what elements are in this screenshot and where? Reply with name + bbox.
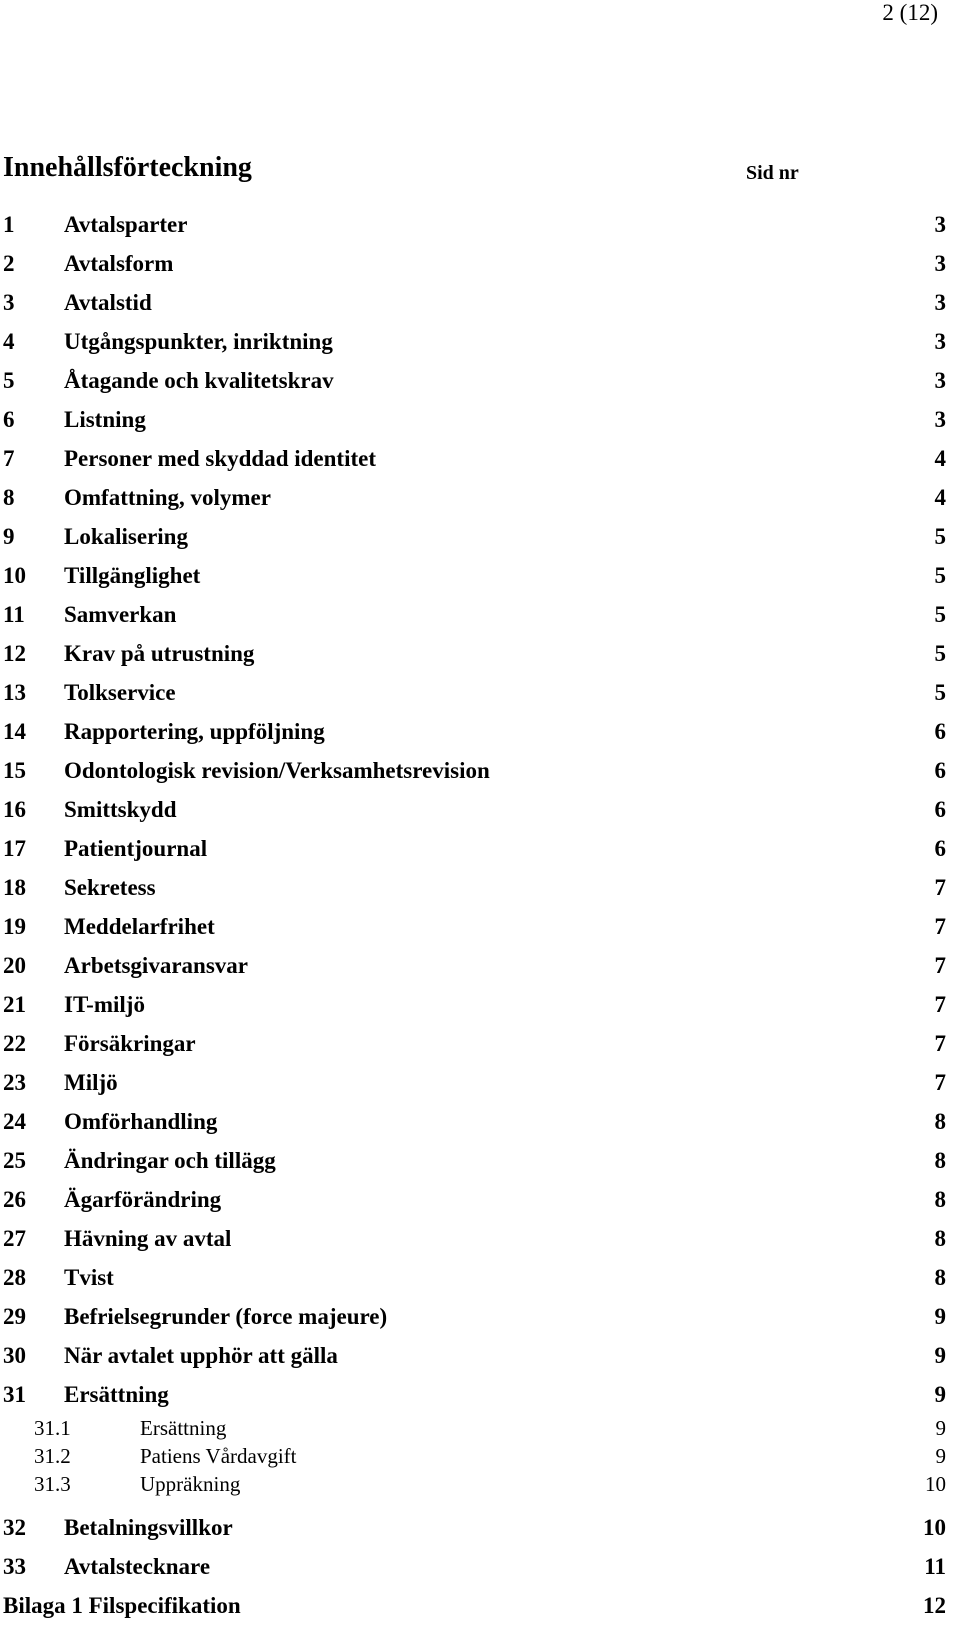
toc-entry — [0, 1297, 960, 1336]
toc-entry — [0, 244, 960, 283]
toc-entry-number: 31.3 — [34, 1472, 71, 1496]
toc-entry-title: Samverkan — [64, 602, 177, 627]
toc-entry-title: Listning — [64, 407, 146, 432]
toc-entry-number: 3 — [3, 290, 15, 315]
toc-entry — [0, 478, 960, 517]
toc-entry-number: 29 — [3, 1304, 26, 1329]
toc-entry-title: Arbetsgivaransvar — [64, 953, 248, 978]
toc-entry-page: 5 — [934, 641, 946, 666]
toc-entry-page: 11 — [924, 1554, 946, 1579]
toc-entry-page: 5 — [934, 524, 946, 549]
toc-entry-page: 6 — [934, 758, 946, 783]
toc-entry-page: 7 — [934, 992, 946, 1017]
toc-entry-title: Rapportering, uppföljning — [64, 719, 325, 744]
toc-entry-page: 3 — [934, 290, 946, 315]
toc-entry-number: 20 — [3, 953, 26, 978]
toc-entry-page: 8 — [934, 1148, 946, 1173]
toc-entry — [0, 946, 960, 985]
toc-entry-page: 8 — [934, 1187, 946, 1212]
toc-entry-title: Miljö — [64, 1070, 118, 1095]
toc-entry-page: 3 — [934, 329, 946, 354]
toc-title: Innehållsförteckning — [3, 152, 252, 183]
toc-entry-number: 5 — [3, 368, 15, 393]
toc-entry-title: När avtalet upphör att gälla — [64, 1343, 338, 1368]
toc-entry-title: Patiens Vårdavgift — [140, 1444, 297, 1468]
toc-entry — [0, 1024, 960, 1063]
toc-entry-page: 3 — [934, 407, 946, 432]
toc-entry-title: Bilaga 1 Filspecifikation — [3, 1593, 241, 1618]
toc-entry — [0, 1063, 960, 1102]
toc-entry-page: 6 — [934, 719, 946, 744]
toc-entry-page: 4 — [934, 485, 946, 510]
toc-entry — [0, 1141, 960, 1180]
toc-entry — [0, 1258, 960, 1297]
toc-entry-page: 4 — [934, 446, 946, 471]
toc-entry-number: 8 — [3, 485, 15, 510]
toc-entry-number: 4 — [3, 329, 15, 354]
toc-entry-page: 5 — [934, 563, 946, 588]
toc-entry — [0, 1102, 960, 1141]
toc-entry-title: Befrielsegrunder (force majeure) — [64, 1304, 388, 1329]
toc-entry — [0, 985, 960, 1024]
toc-entry-page: 9 — [934, 1304, 946, 1329]
toc-entry — [0, 1180, 960, 1219]
toc-entry-title: Meddelarfrihet — [64, 914, 215, 939]
toc-entry-number: 27 — [3, 1226, 26, 1251]
toc-entry — [0, 1336, 960, 1375]
toc-entry-page: 3 — [934, 368, 946, 393]
toc-entry-number: 31 — [3, 1382, 26, 1407]
toc-entry-title: Ersättning — [64, 1382, 169, 1407]
toc-entry-page: 12 — [923, 1593, 946, 1618]
toc-entry — [0, 556, 960, 595]
toc-entry-title: Avtalstecknare — [64, 1554, 211, 1579]
toc-entry-number: 26 — [3, 1187, 26, 1212]
toc-entry-number: 31.1 — [34, 1416, 71, 1440]
toc-entry-title: Hävning av avtal — [64, 1226, 232, 1251]
toc-entry-title: Lokalisering — [64, 524, 188, 549]
toc-entry-title: Personer med skyddad identitet — [64, 446, 376, 471]
toc-entry — [0, 1470, 960, 1508]
toc-entry-page: 9 — [934, 1382, 946, 1407]
toc-entry — [0, 439, 960, 478]
toc-entry — [0, 1442, 960, 1470]
toc-entry-number: 24 — [3, 1109, 26, 1134]
toc-entry-number: 30 — [3, 1343, 26, 1368]
toc-entry — [0, 283, 960, 322]
toc-entry — [0, 205, 960, 244]
toc-entry — [0, 400, 960, 439]
toc-entry-title: Åtagande och kvalitetskrav — [64, 368, 334, 393]
toc-entry — [0, 712, 960, 751]
toc-entry — [0, 322, 960, 361]
toc-entry-number: 11 — [3, 602, 25, 627]
toc-entry-number: 25 — [3, 1148, 26, 1173]
toc-entry-page: 10 — [923, 1515, 946, 1540]
toc-entry-title: IT-miljö — [64, 992, 145, 1017]
toc-entry-title: Omfattning, volymer — [64, 485, 271, 510]
toc-entry-number: 21 — [3, 992, 26, 1017]
toc-entry-page: 8 — [934, 1109, 946, 1134]
toc-entry-number: 15 — [3, 758, 26, 783]
toc-entry-page: 9 — [934, 1343, 946, 1368]
toc-entry-title: Sekretess — [64, 875, 156, 900]
table-of-contents — [0, 205, 960, 1625]
toc-entry — [0, 790, 960, 829]
toc-entry-number: 17 — [3, 836, 26, 861]
toc-entry-number: 6 — [3, 407, 15, 432]
toc-entry-title: Tolkservice — [64, 680, 176, 705]
toc-entry-page: 8 — [934, 1265, 946, 1290]
toc-entry-page: 9 — [935, 1444, 946, 1468]
toc-entry-number: 19 — [3, 914, 26, 939]
toc-entry-title: Smittskydd — [64, 797, 177, 822]
toc-entry — [0, 634, 960, 673]
toc-entry — [0, 595, 960, 634]
toc-entry-title: Omförhandling — [64, 1109, 218, 1134]
toc-entry-title: Ändringar och tillägg — [64, 1148, 276, 1173]
toc-entry — [0, 361, 960, 400]
toc-entry-page: 6 — [934, 836, 946, 861]
toc-entry — [0, 907, 960, 946]
toc-entry-number: 22 — [3, 1031, 26, 1056]
toc-entry-number: 32 — [3, 1515, 26, 1540]
toc-entry-number: 1 — [3, 212, 15, 237]
toc-entry-title: Betalningsvillkor — [64, 1515, 233, 1540]
toc-entry-title: Försäkringar — [64, 1031, 196, 1056]
toc-entry-number: 13 — [3, 680, 26, 705]
toc-entry-number: 28 — [3, 1265, 26, 1290]
toc-entry-number: 31.2 — [34, 1444, 71, 1468]
toc-entry-number: 14 — [3, 719, 26, 744]
toc-entry-title: Ägarförändring — [64, 1187, 222, 1212]
toc-entry-page: 7 — [934, 914, 946, 939]
toc-entry-page: 7 — [934, 1031, 946, 1056]
toc-entry-page: 10 — [925, 1472, 946, 1496]
toc-entry-page: 6 — [934, 797, 946, 822]
toc-entry-number: 12 — [3, 641, 26, 666]
toc-entry-page: 7 — [934, 1070, 946, 1095]
toc-entry — [0, 1414, 960, 1442]
toc-entry-page: 7 — [934, 953, 946, 978]
toc-entry-number: 9 — [3, 524, 15, 549]
toc-entry — [0, 673, 960, 712]
toc-entry — [0, 868, 960, 907]
toc-entry-page: 5 — [934, 602, 946, 627]
toc-entry-page: 3 — [934, 251, 946, 276]
toc-entry-number: 16 — [3, 797, 26, 822]
toc-entry-number: 2 — [3, 251, 15, 276]
toc-entry — [0, 1375, 960, 1414]
toc-entry-title: Avtalsform — [64, 251, 174, 276]
toc-entry-title: Utgångspunkter, inriktning — [64, 329, 333, 354]
toc-entry-title: Tillgänglighet — [64, 563, 201, 588]
toc-entry-number: 7 — [3, 446, 15, 471]
toc-entry-title: Krav på utrustning — [64, 641, 255, 666]
page-column-label: Sid nr — [746, 162, 799, 184]
toc-entry-page: 5 — [934, 680, 946, 705]
toc-entry — [0, 1547, 960, 1586]
toc-entry-title: Avtalstid — [64, 290, 152, 315]
toc-entry — [0, 1219, 960, 1258]
toc-entry-title: Odontologisk revision/Verksamhetsrevision — [64, 758, 490, 783]
toc-entry — [0, 829, 960, 868]
toc-entry-title: Avtalsparter — [64, 212, 188, 237]
toc-entry-number: 23 — [3, 1070, 26, 1095]
toc-entry-page: 9 — [935, 1416, 946, 1440]
toc-entry-number: 33 — [3, 1554, 26, 1579]
toc-entry-title: Uppräkning — [140, 1472, 241, 1496]
toc-entry-page: 3 — [934, 212, 946, 237]
toc-entry — [0, 1586, 960, 1625]
toc-entry-page: 7 — [934, 875, 946, 900]
toc-entry-title: Ersättning — [140, 1416, 227, 1440]
page-number: 2 (12) — [882, 0, 938, 25]
toc-entry-number: 10 — [3, 563, 26, 588]
toc-entry — [0, 1508, 960, 1547]
toc-entry-page: 8 — [934, 1226, 946, 1251]
toc-entry-number: 18 — [3, 875, 26, 900]
toc-entry — [0, 517, 960, 556]
toc-entry-title: Patientjournal — [64, 836, 208, 861]
toc-entry — [0, 751, 960, 790]
toc-entry-title: Tvist — [64, 1265, 114, 1290]
